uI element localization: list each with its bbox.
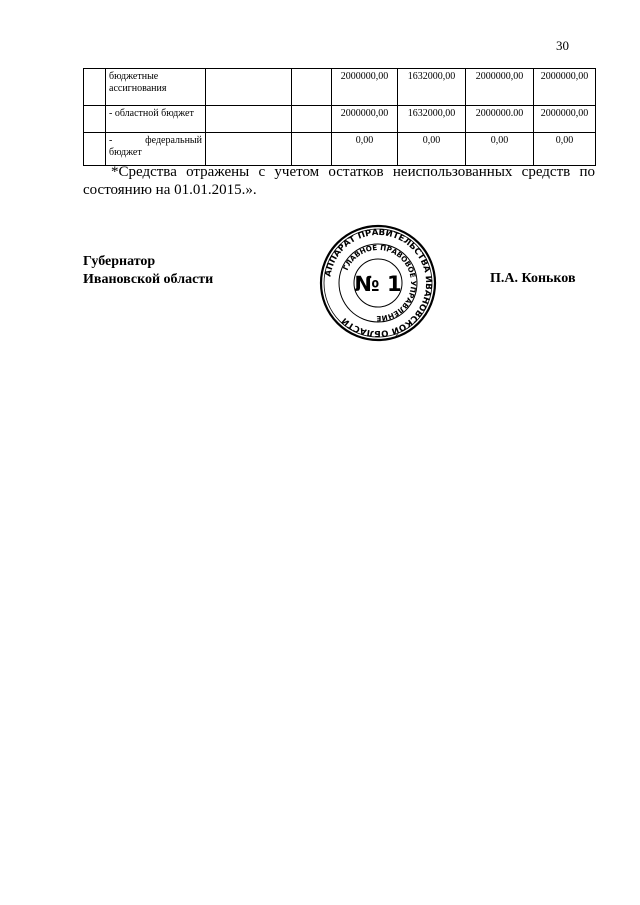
table-cell: 2000000,00 <box>534 69 596 106</box>
table-cell <box>84 106 106 133</box>
table-cell <box>106 69 206 106</box>
signatory-title <box>83 253 213 289</box>
table-cell: 0,00 <box>466 133 534 166</box>
signatory-name: П.А. Коньков <box>490 271 576 286</box>
table-cell: 0,00 <box>398 133 466 166</box>
table-cell: 0,00 <box>534 133 596 166</box>
row-label: - федеральный бюджет <box>109 135 202 158</box>
table-cell: 1632000,00 <box>398 69 466 106</box>
table-cell <box>84 69 106 106</box>
table-row <box>84 133 596 166</box>
footnote: *Средства отражены с учетом остатков неиспользованных средств по состоянию на 01.01.2015.». <box>83 164 595 198</box>
table-cell: 0,00 <box>332 133 398 166</box>
table-cell <box>206 69 292 106</box>
table-cell <box>106 133 206 166</box>
title-line: Губернатор <box>83 254 156 269</box>
table-cell <box>206 106 292 133</box>
table-cell <box>206 133 292 166</box>
table-cell: 2000000,00 <box>534 106 596 133</box>
table-cell <box>106 106 206 133</box>
seal-inner-text: ГЛАВНОЕ ПРАВОВОЕ УПРАВЛЕНИЕ <box>340 242 419 324</box>
table-cell <box>292 133 332 166</box>
table-cell: 1632000,00 <box>398 106 466 133</box>
table-row <box>84 69 596 106</box>
page-number: 30 <box>556 38 569 53</box>
seal-ring-text: АППАРАТ ПРАВИТЕЛЬСТВА ИВАНОВСКОЙ ОБЛАСТИ <box>323 227 434 339</box>
table-cell <box>84 133 106 166</box>
table-cell: 2000000,00 <box>332 106 398 133</box>
row-label: - областной бюджет <box>109 108 194 119</box>
table-cell <box>292 106 332 133</box>
table-row <box>84 106 596 133</box>
row-label: бюджетные ассигнования <box>109 71 167 94</box>
budget-table <box>83 68 596 166</box>
table-cell <box>292 69 332 106</box>
table-cell: 2000000.00 <box>466 106 534 133</box>
seal-number: № 1 <box>354 272 402 296</box>
title-line: Ивановской области <box>83 272 214 287</box>
table-cell: 2000000,00 <box>466 69 534 106</box>
official-seal <box>318 224 438 342</box>
table-cell: 2000000,00 <box>332 69 398 106</box>
